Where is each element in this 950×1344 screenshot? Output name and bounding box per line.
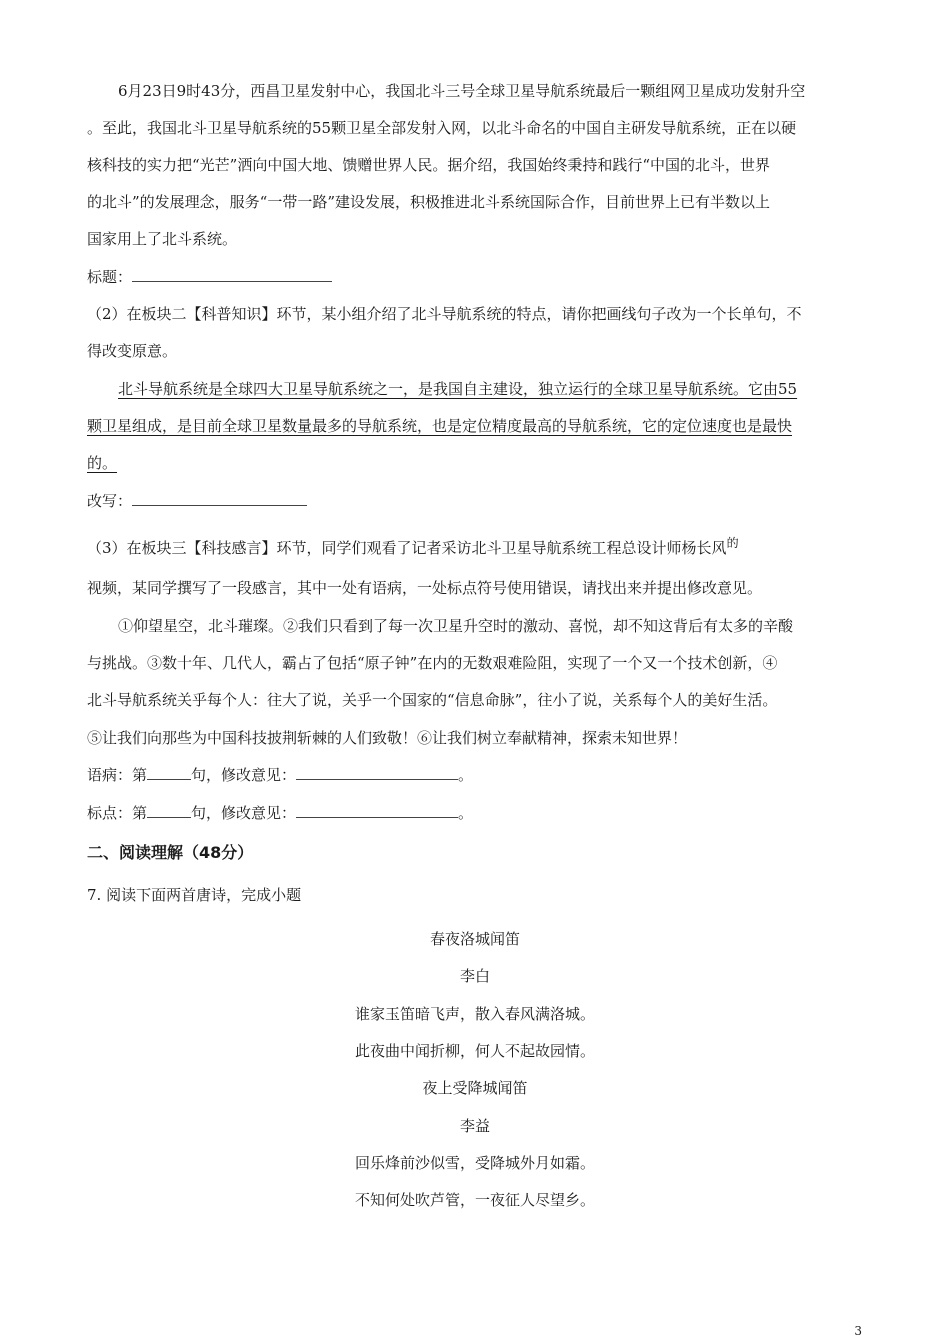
q2-prompt-line-2: 得改变原意。 xyxy=(87,342,178,360)
q2-underlined-line-2: 颗卫星组成，是目前全球卫星数量最多的导航系统，也是定位精度最高的导航系统，它的定位速度也是最快 xyxy=(87,417,793,435)
poem2-author: 李益 xyxy=(459,1117,490,1135)
passage-line-2: 。至此，我国北斗卫星导航系统的55颗卫星全部发射入网，以北斗命名的中国自主研发导航系统，正在以硬 xyxy=(87,119,797,137)
poem2-line-2: 不知何处吹芦管，一夜征人尽望乡。 xyxy=(354,1191,595,1209)
punct-suffix: 句，修改意见： xyxy=(191,804,297,822)
title-answer-blank[interactable] xyxy=(132,267,332,282)
rewrite-label: 改写： xyxy=(87,492,133,510)
passage-line-4: 的北斗”的发展理念，服务“一带一路”建设发展，积极推进北斗系统国际合作，目前世界上已有半数以上 xyxy=(87,193,771,211)
q3-prompt-sup: 的 xyxy=(726,536,739,550)
grammar-suffix: 句，修改意见： xyxy=(191,766,297,784)
grammar-answer-row xyxy=(87,764,867,786)
rewrite-answer-blank[interactable] xyxy=(132,491,307,506)
grammar-end-mark: 。 xyxy=(458,766,474,784)
grammar-suggestion-blank[interactable] xyxy=(296,765,458,780)
grammar-label: 语病：第 xyxy=(87,766,148,784)
q3-prompt-text: （3）在板块三【科技感言】环节，同学们观看了记者采访北斗卫星导航系统工程总设计师杨长风 xyxy=(87,539,727,557)
title-answer-row xyxy=(87,266,867,288)
page-number: 3 xyxy=(854,1324,862,1338)
q3-text-line-1: ①仰望星空，北斗璀璨。②我们只看到了每一次卫星升空时的激动、喜悦，却不知这背后有太多的辛酸 xyxy=(118,617,794,635)
q3-text-line-3: 北斗导航系统关乎每个人：往大了说，关乎一个国家的“信息命脉”，往小了说，关系每个人的美好生活。 xyxy=(87,691,778,709)
poem2-title: 夜上受降城闻笛 xyxy=(422,1079,528,1097)
punct-answer-row xyxy=(87,802,867,824)
rewrite-answer-row xyxy=(87,490,867,512)
q3-prompt-line-2: 视频，某同学撰写了一段感言，其中一处有语病，一处标点符号使用错误，请找出来并提出修改意见。 xyxy=(87,579,763,597)
passage-line-1: 6月23日9时43分，西昌卫星发射中心，我国北斗三号全球卫星导航系统最后一颗组网卫星成功发射升空 xyxy=(118,82,806,100)
punct-label: 标点：第 xyxy=(87,804,148,822)
passage-line-5: 国家用上了北斗系统。 xyxy=(87,230,238,248)
q3-prompt-line-1 xyxy=(87,532,867,559)
q2-underlined-line-3: 的。 xyxy=(87,454,118,472)
q3-text-line-4: ⑤让我们向那些为中国科技披荆斩棘的人们致敬！⑥让我们树立奉献精神，探索未知世界！ xyxy=(87,729,688,747)
punct-suggestion-blank[interactable] xyxy=(296,803,458,818)
passage-line-3: 核科技的实力把“光芒”洒向中国大地、馈赠世界人民。据介绍，我国始终秉持和践行“中国的北斗，世界 xyxy=(87,156,771,174)
poem1-line-1: 谁家玉笛暗飞声，散入春风满洛城。 xyxy=(354,1005,595,1023)
grammar-sentence-blank[interactable] xyxy=(147,765,191,780)
title-label: 标题： xyxy=(87,268,133,286)
q2-underlined-line-1: 北斗导航系统是全球四大卫星导航系统之一，是我国自主建设，独立运行的全球卫星导航系统。它由55 xyxy=(118,380,798,398)
q7-prompt: 7. 阅读下面两首唐诗，完成小题 xyxy=(87,886,302,904)
poem1-line-2: 此夜曲中闻折柳，何人不起故园情。 xyxy=(354,1042,595,1060)
punct-end-mark: 。 xyxy=(458,804,474,822)
poem1-title: 春夜洛城闻笛 xyxy=(429,930,520,948)
section-2-heading: 二、阅读理解（48分） xyxy=(87,843,254,862)
poem2-line-1: 回乐烽前沙似雪，受降城外月如霜。 xyxy=(354,1154,595,1172)
punct-sentence-blank[interactable] xyxy=(147,803,191,818)
q2-prompt-line-1: （2）在板块二【科普知识】环节，某小组介绍了北斗导航系统的特点，请你把画线句子改为一个长单句，不 xyxy=(87,305,802,323)
q3-text-line-2: 与挑战。③数十年、几代人，霸占了包括“原子钟”在内的无数艰难险阻，实现了一个又一个技术创新，④ xyxy=(87,654,778,672)
poem1-author: 李白 xyxy=(459,967,490,985)
